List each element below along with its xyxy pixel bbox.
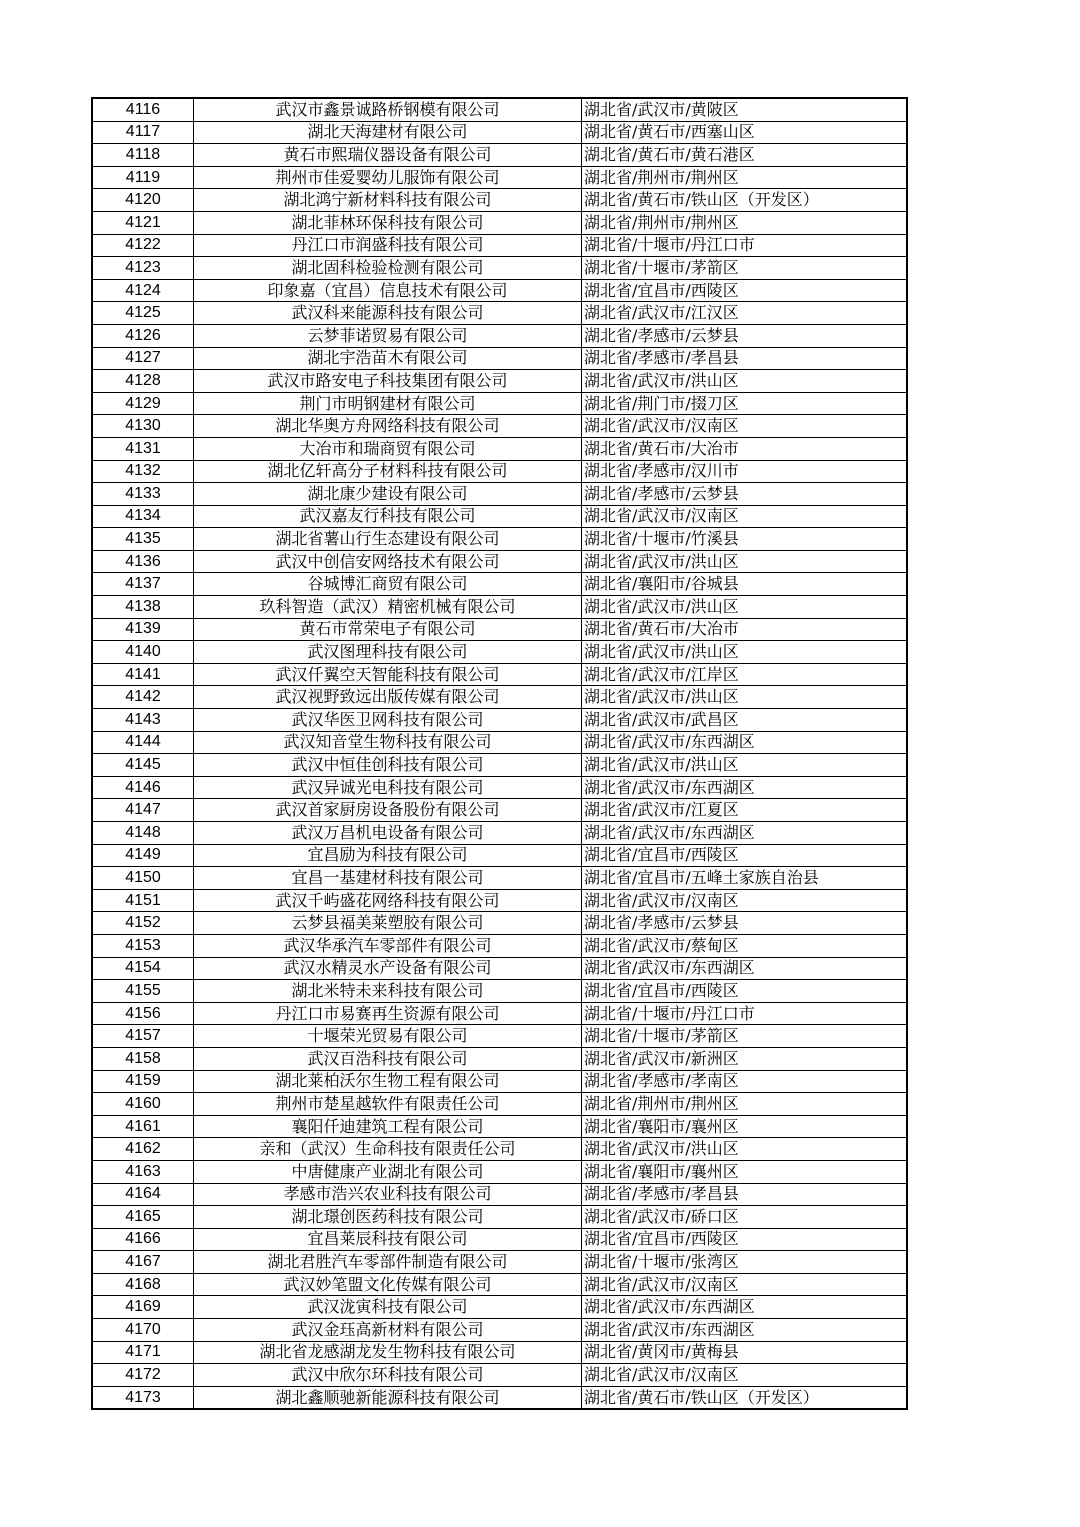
table-row: [92, 799, 907, 822]
row-number: 4119: [92, 166, 194, 189]
row-number: 4154: [92, 957, 194, 980]
company-location: 湖北省/十堰市/茅箭区: [582, 1025, 908, 1048]
row-number: 4134: [92, 505, 194, 528]
row-number: 4168: [92, 1273, 194, 1296]
table-row: [92, 279, 907, 302]
row-number: 4150: [92, 867, 194, 890]
company-name: 湖北天海建材有限公司: [194, 121, 582, 144]
company-name: 湖北璟创医药科技有限公司: [194, 1206, 582, 1229]
row-number: 4162: [92, 1138, 194, 1161]
row-number: 4144: [92, 731, 194, 754]
company-location: 湖北省/十堰市/丹江口市: [582, 1002, 908, 1025]
table-row: [92, 641, 907, 664]
row-number: 4118: [92, 144, 194, 167]
table-row: [92, 1228, 907, 1251]
table-row: [92, 867, 907, 890]
table-row: [92, 731, 907, 754]
company-name: 武汉中欣尔环科技有限公司: [194, 1364, 582, 1387]
company-name: 湖北鑫顺驰新能源科技有限公司: [194, 1386, 582, 1409]
company-location: 湖北省/孝感市/云梦县: [582, 912, 908, 935]
row-number: 4161: [92, 1115, 194, 1138]
table-row: [92, 1183, 907, 1206]
company-name: 玖科智造（武汉）精密机械有限公司: [194, 596, 582, 619]
row-number: 4170: [92, 1319, 194, 1342]
table-row: [92, 596, 907, 619]
company-name: 湖北菲林环保科技有限公司: [194, 211, 582, 234]
company-name: 武汉泷寅科技有限公司: [194, 1296, 582, 1319]
table-row: [92, 1273, 907, 1296]
company-name: 武汉嘉友行科技有限公司: [194, 505, 582, 528]
table-row: [92, 98, 907, 121]
row-number: 4123: [92, 257, 194, 280]
company-location: 湖北省/荆门市/掇刀区: [582, 392, 908, 415]
row-number: 4128: [92, 370, 194, 393]
row-number: 4173: [92, 1386, 194, 1409]
company-location: 湖北省/武汉市/江岸区: [582, 663, 908, 686]
company-location: 湖北省/武汉市/汉南区: [582, 1273, 908, 1296]
company-name: 武汉异诚光电科技有限公司: [194, 776, 582, 799]
row-number: 4137: [92, 573, 194, 596]
row-number: 4122: [92, 234, 194, 257]
company-name: 宜昌一基建材科技有限公司: [194, 867, 582, 890]
table-row: [92, 370, 907, 393]
table-row: [92, 1070, 907, 1093]
company-name: 黄石市常荣电子有限公司: [194, 618, 582, 641]
row-number: 4126: [92, 324, 194, 347]
company-name: 武汉万昌机电设备有限公司: [194, 822, 582, 845]
company-location: 湖北省/武汉市/汉南区: [582, 1364, 908, 1387]
company-location: 湖北省/武汉市/东西湖区: [582, 776, 908, 799]
company-location: 湖北省/武汉市/洪山区: [582, 641, 908, 664]
company-name: 武汉视野致远出版传媒有限公司: [194, 686, 582, 709]
company-location: 湖北省/黄石市/西塞山区: [582, 121, 908, 144]
company-name: 武汉千屿盛花网络科技有限公司: [194, 889, 582, 912]
company-name: 武汉妙笔盟文化传媒有限公司: [194, 1273, 582, 1296]
table-row: [92, 1206, 907, 1229]
row-number: 4133: [92, 483, 194, 506]
company-name: 武汉水精灵水产设备有限公司: [194, 957, 582, 980]
row-number: 4153: [92, 934, 194, 957]
company-name: 湖北省薯山行生态建设有限公司: [194, 528, 582, 551]
company-name: 中唐健康产业湖北有限公司: [194, 1160, 582, 1183]
company-name: 湖北宇浩苗木有限公司: [194, 347, 582, 370]
company-name: 襄阳仟迪建筑工程有限公司: [194, 1115, 582, 1138]
company-location: 湖北省/荆州市/荆州区: [582, 1093, 908, 1116]
company-location: 湖北省/武汉市/洪山区: [582, 754, 908, 777]
company-name: 湖北莱柏沃尔生物工程有限公司: [194, 1070, 582, 1093]
company-name: 湖北华奥方舟网络科技有限公司: [194, 415, 582, 438]
table-row: [92, 324, 907, 347]
company-name: 武汉华医卫网科技有限公司: [194, 709, 582, 732]
company-name: 十堰荣光贸易有限公司: [194, 1025, 582, 1048]
table-row: [92, 1115, 907, 1138]
row-number: 4166: [92, 1228, 194, 1251]
company-location: 湖北省/武汉市/洪山区: [582, 370, 908, 393]
company-name: 武汉市路安电子科技集团有限公司: [194, 370, 582, 393]
company-location: 湖北省/黄石市/铁山区（开发区）: [582, 1386, 908, 1409]
row-number: 4124: [92, 279, 194, 302]
row-number: 4159: [92, 1070, 194, 1093]
company-location: 湖北省/襄阳市/襄州区: [582, 1115, 908, 1138]
company-location: 湖北省/宜昌市/西陵区: [582, 279, 908, 302]
table-row: [92, 1364, 907, 1387]
row-number: 4130: [92, 415, 194, 438]
row-number: 4129: [92, 392, 194, 415]
company-name: 湖北固科检验检测有限公司: [194, 257, 582, 280]
company-name: 武汉首家厨房设备股份有限公司: [194, 799, 582, 822]
table-row: [92, 483, 907, 506]
table-row: [92, 686, 907, 709]
company-location: 湖北省/孝感市/云梦县: [582, 324, 908, 347]
company-location: 湖北省/武汉市/洪山区: [582, 596, 908, 619]
row-number: 4139: [92, 618, 194, 641]
table-row: [92, 889, 907, 912]
company-location: 湖北省/襄阳市/襄州区: [582, 1160, 908, 1183]
row-number: 4143: [92, 709, 194, 732]
row-number: 4171: [92, 1341, 194, 1364]
table-row: [92, 1251, 907, 1274]
company-location: 湖北省/武汉市/江汉区: [582, 302, 908, 325]
company-name: 印象嘉（宜昌）信息技术有限公司: [194, 279, 582, 302]
table-row: [92, 754, 907, 777]
company-location: 湖北省/武汉市/新洲区: [582, 1047, 908, 1070]
row-number: 4158: [92, 1047, 194, 1070]
row-number: 4160: [92, 1093, 194, 1116]
company-location: 湖北省/黄石市/大冶市: [582, 437, 908, 460]
table-row: [92, 844, 907, 867]
table-row: [92, 934, 907, 957]
row-number: 4155: [92, 980, 194, 1003]
company-name: 丹江口市易赛再生资源有限公司: [194, 1002, 582, 1025]
company-name: 宜昌莱辰科技有限公司: [194, 1228, 582, 1251]
company-name: 武汉金珏高新材料有限公司: [194, 1319, 582, 1342]
company-location: 湖北省/武汉市/蔡甸区: [582, 934, 908, 957]
row-number: 4172: [92, 1364, 194, 1387]
company-name: 武汉中创信安网络技术有限公司: [194, 550, 582, 573]
row-number: 4138: [92, 596, 194, 619]
row-number: 4163: [92, 1160, 194, 1183]
row-number: 4157: [92, 1025, 194, 1048]
table-row: [92, 980, 907, 1003]
company-location: 湖北省/宜昌市/西陵区: [582, 844, 908, 867]
company-location: 湖北省/黄石市/黄石港区: [582, 144, 908, 167]
company-location: 湖北省/武汉市/洪山区: [582, 550, 908, 573]
company-location: 湖北省/武汉市/东西湖区: [582, 1319, 908, 1342]
company-name: 湖北鸿宁新材料科技有限公司: [194, 189, 582, 212]
row-number: 4156: [92, 1002, 194, 1025]
row-number: 4145: [92, 754, 194, 777]
table-row: [92, 1002, 907, 1025]
company-location: 湖北省/孝感市/云梦县: [582, 483, 908, 506]
company-name: 湖北米特未来科技有限公司: [194, 980, 582, 1003]
row-number: 4117: [92, 121, 194, 144]
table-row: [92, 1386, 907, 1409]
company-name: 湖北康少建设有限公司: [194, 483, 582, 506]
table-row: [92, 1093, 907, 1116]
company-location: 湖北省/孝感市/孝南区: [582, 1070, 908, 1093]
table-row: [92, 1341, 907, 1364]
company-location: 湖北省/武汉市/东西湖区: [582, 957, 908, 980]
company-location: 湖北省/十堰市/茅箭区: [582, 257, 908, 280]
row-number: 4131: [92, 437, 194, 460]
table-row: [92, 528, 907, 551]
table-row: [92, 573, 907, 596]
company-location: 湖北省/武汉市/江夏区: [582, 799, 908, 822]
table-row: [92, 166, 907, 189]
company-name: 宜昌励为科技有限公司: [194, 844, 582, 867]
row-number: 4136: [92, 550, 194, 573]
table-row: [92, 437, 907, 460]
company-location: 湖北省/武汉市/洪山区: [582, 1138, 908, 1161]
row-number: 4151: [92, 889, 194, 912]
company-name: 亲和（武汉）生命科技有限责任公司: [194, 1138, 582, 1161]
company-name: 荆州市楚星越软件有限责任公司: [194, 1093, 582, 1116]
company-location: 湖北省/宜昌市/五峰土家族自治县: [582, 867, 908, 890]
company-name: 丹江口市润盛科技有限公司: [194, 234, 582, 257]
company-name: 湖北省龙感湖龙发生物科技有限公司: [194, 1341, 582, 1364]
company-list-table: [91, 97, 908, 1410]
company-location: 湖北省/十堰市/张湾区: [582, 1251, 908, 1274]
table-row: [92, 776, 907, 799]
table-row: [92, 234, 907, 257]
company-name: 荆门市明钢建材有限公司: [194, 392, 582, 415]
company-location: 湖北省/黄石市/大冶市: [582, 618, 908, 641]
company-name: 武汉百浩科技有限公司: [194, 1047, 582, 1070]
table-row: [92, 144, 907, 167]
company-location: 湖北省/武汉市/东西湖区: [582, 731, 908, 754]
company-name: 湖北君胜汽车零部件制造有限公司: [194, 1251, 582, 1274]
company-location: 湖北省/武汉市/汉南区: [582, 505, 908, 528]
company-location: 湖北省/武汉市/洪山区: [582, 686, 908, 709]
table-row: [92, 392, 907, 415]
row-number: 4146: [92, 776, 194, 799]
company-location: 湖北省/十堰市/丹江口市: [582, 234, 908, 257]
company-location: 湖北省/孝感市/孝昌县: [582, 347, 908, 370]
company-location: 湖北省/孝感市/汉川市: [582, 460, 908, 483]
row-number: 4148: [92, 822, 194, 845]
company-name: 云梦菲诺贸易有限公司: [194, 324, 582, 347]
company-location: 湖北省/孝感市/孝昌县: [582, 1183, 908, 1206]
row-number: 4116: [92, 98, 194, 121]
table-row: [92, 211, 907, 234]
company-location: 湖北省/宜昌市/西陵区: [582, 1228, 908, 1251]
company-name: 武汉仟翼空天智能科技有限公司: [194, 663, 582, 686]
table-row: [92, 121, 907, 144]
table-row: [92, 257, 907, 280]
table-row: [92, 460, 907, 483]
company-name: 孝感市浩兴农业科技有限公司: [194, 1183, 582, 1206]
company-location: 湖北省/武汉市/汉南区: [582, 415, 908, 438]
company-name: 武汉科来能源科技有限公司: [194, 302, 582, 325]
company-location: 湖北省/宜昌市/西陵区: [582, 980, 908, 1003]
row-number: 4125: [92, 302, 194, 325]
table-row: [92, 1319, 907, 1342]
row-number: 4167: [92, 1251, 194, 1274]
company-name: 武汉华承汽车零部件有限公司: [194, 934, 582, 957]
company-location: 湖北省/武汉市/硚口区: [582, 1206, 908, 1229]
table-row: [92, 1047, 907, 1070]
row-number: 4120: [92, 189, 194, 212]
table-row: [92, 618, 907, 641]
row-number: 4121: [92, 211, 194, 234]
company-location: 湖北省/十堰市/竹溪县: [582, 528, 908, 551]
table-row: [92, 912, 907, 935]
row-number: 4141: [92, 663, 194, 686]
table-row: [92, 822, 907, 845]
row-number: 4152: [92, 912, 194, 935]
table-row: [92, 550, 907, 573]
table-row: [92, 505, 907, 528]
table-row: [92, 1025, 907, 1048]
company-name: 湖北亿轩高分子材料科技有限公司: [194, 460, 582, 483]
row-number: 4142: [92, 686, 194, 709]
row-number: 4140: [92, 641, 194, 664]
company-location: 湖北省/黄石市/铁山区（开发区）: [582, 189, 908, 212]
row-number: 4132: [92, 460, 194, 483]
company-name: 武汉市鑫景诚路桥钢模有限公司: [194, 98, 582, 121]
table-row: [92, 1160, 907, 1183]
company-name: 武汉知音堂生物科技有限公司: [194, 731, 582, 754]
table-row: [92, 302, 907, 325]
company-location: 湖北省/武汉市/汉南区: [582, 889, 908, 912]
row-number: 4135: [92, 528, 194, 551]
row-number: 4165: [92, 1206, 194, 1229]
table-row: [92, 1296, 907, 1319]
row-number: 4127: [92, 347, 194, 370]
row-number: 4147: [92, 799, 194, 822]
table-row: [92, 957, 907, 980]
company-location: 湖北省/武汉市/黄陂区: [582, 98, 908, 121]
company-name: 云梦县福美莱塑胶有限公司: [194, 912, 582, 935]
company-name: 荆州市佳爱婴幼儿服饰有限公司: [194, 166, 582, 189]
table-body: [92, 98, 907, 1409]
table-row: [92, 709, 907, 732]
row-number: 4149: [92, 844, 194, 867]
company-location: 湖北省/荆州市/荆州区: [582, 166, 908, 189]
company-location: 湖北省/荆州市/荆州区: [582, 211, 908, 234]
table-row: [92, 415, 907, 438]
table-row: [92, 347, 907, 370]
company-location: 湖北省/黄冈市/黄梅县: [582, 1341, 908, 1364]
company-name: 谷城博汇商贸有限公司: [194, 573, 582, 596]
company-name: 武汉图理科技有限公司: [194, 641, 582, 664]
table-row: [92, 189, 907, 212]
company-location: 湖北省/武汉市/东西湖区: [582, 1296, 908, 1319]
company-location: 湖北省/襄阳市/谷城县: [582, 573, 908, 596]
row-number: 4169: [92, 1296, 194, 1319]
company-name: 大冶市和瑞商贸有限公司: [194, 437, 582, 460]
table-row: [92, 1138, 907, 1161]
table-row: [92, 663, 907, 686]
company-location: 湖北省/武汉市/东西湖区: [582, 822, 908, 845]
company-name: 武汉中恒佳创科技有限公司: [194, 754, 582, 777]
company-name: 黄石市熙瑞仪器设备有限公司: [194, 144, 582, 167]
company-location: 湖北省/武汉市/武昌区: [582, 709, 908, 732]
row-number: 4164: [92, 1183, 194, 1206]
